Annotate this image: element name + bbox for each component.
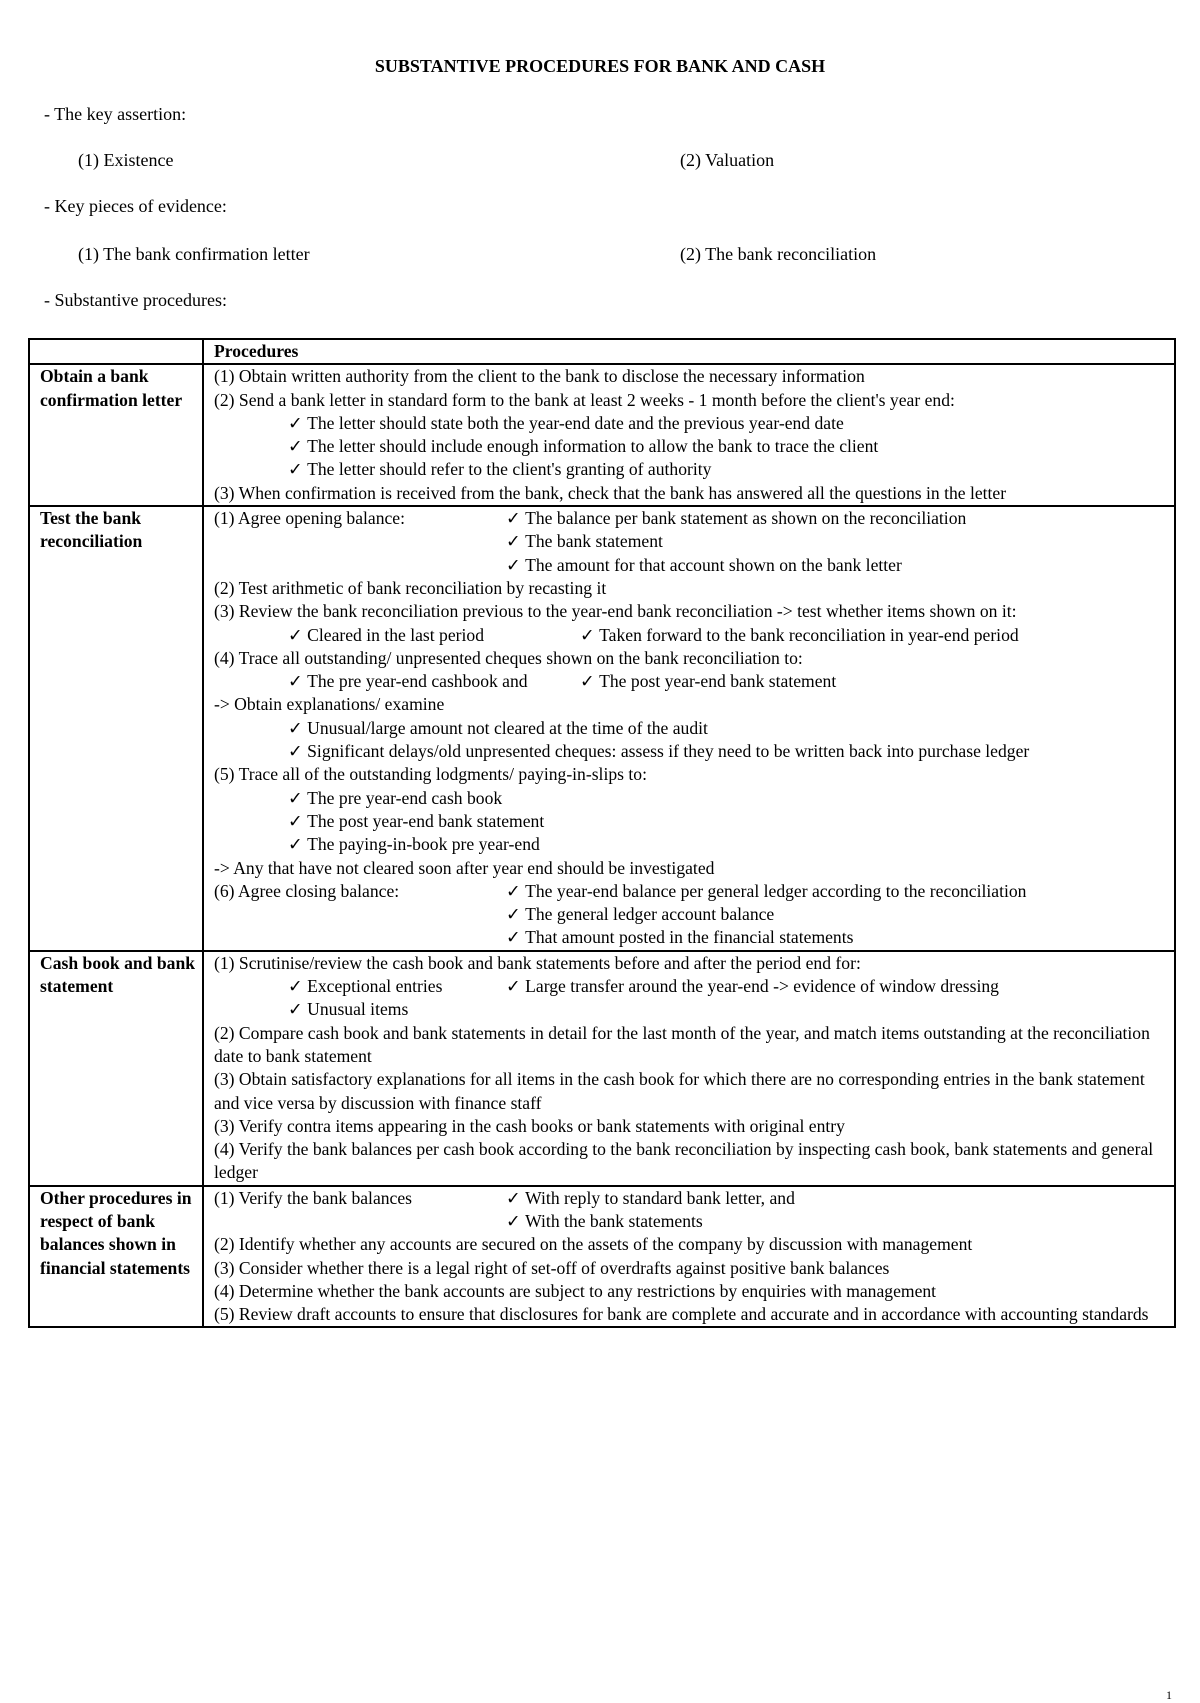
procedure-line: (6) Agree closing balance: [214, 880, 400, 901]
table-row [29, 951, 1175, 1186]
procedures-cell [203, 506, 1175, 951]
procedure-line: (1) Agree opening balance: [214, 508, 406, 529]
assertion-item-valuation: (2) Valuation [680, 150, 775, 170]
section-name-cash-book: Cash book and bank statement [29, 951, 203, 1186]
procedure-line: (1) Obtain written authority from the client to the bank to disclose the necessary information [214, 366, 865, 387]
check-item: ✓ Significant delays/old unpresented cheques: assess if they need to be written back into purchase ledger [288, 741, 1029, 761]
check-item: ✓ Exceptional entries [288, 976, 442, 996]
check-item: ✓ The letter should state both the year-end date and the previous year-end date [288, 413, 844, 433]
procedures-table [28, 338, 1176, 1328]
check-item: ✓ The year-end balance per general ledger according to the reconciliation [506, 880, 1026, 903]
procedure-line: (3) Consider whether there is a legal right of set-off of overdrafts against positive bank balances [214, 1257, 890, 1278]
check-item: ✓ The paying-in-book pre year-end [288, 834, 540, 854]
header-empty-cell [29, 339, 203, 364]
procedure-line: -> Obtain explanations/ examine [214, 694, 445, 715]
check-item: ✓ That amount posted in the financial statements [506, 926, 853, 949]
procedure-line: (4) Determine whether the bank accounts are subject to any restrictions by enquiries with management [214, 1280, 937, 1301]
check-item: ✓ The bank statement [506, 530, 663, 553]
check-item: ✓ With the bank statements [506, 1210, 703, 1233]
check-item: ✓ The pre year-end cashbook and [288, 671, 528, 691]
section-name-bank-reconciliation: Test the bank reconciliation [29, 506, 203, 951]
assertion-item-existence: (1) Existence [78, 150, 174, 170]
check-item: ✓ Taken forward to the bank reconciliation in year-end period [580, 624, 1019, 647]
table-header-row [29, 339, 1175, 364]
check-item: ✓ The general ledger account balance [506, 903, 774, 926]
check-item: ✓ The balance per bank statement as shown on the reconciliation [506, 507, 966, 530]
evidence-item-confirmation: (1) The bank confirmation letter [78, 244, 310, 264]
procedures-cell [203, 1186, 1175, 1328]
procedures-cell [203, 951, 1175, 1186]
procedure-line: (3) Obtain satisfactory explanations for all items in the cash book for which there are no corresponding entries in the bank statement and vice versa by discussion with finance staff [214, 1069, 1145, 1113]
procedure-line: (1) Verify the bank balances [214, 1187, 413, 1208]
page-title: SUBSTANTIVE PROCEDURES FOR BANK AND CASH [374, 56, 826, 76]
procedure-line: (1) Scrutinise/review the cash book and bank statements before and after the period end for: [214, 952, 861, 973]
procedure-line: (5) Trace all of the outstanding lodgments/ paying-in-slips to: [214, 764, 647, 785]
substantive-procedures-label: - Substantive procedures: [44, 290, 227, 310]
check-item: ✓ The letter should include enough information to allow the bank to trace the client [288, 436, 878, 456]
check-item: ✓ The amount for that account shown on the bank letter [506, 554, 902, 577]
check-item: ✓ With reply to standard bank letter, and [506, 1187, 795, 1210]
procedure-line: (2) Identify whether any accounts are secured on the assets of the company by discussion with management [214, 1234, 973, 1255]
check-item: ✓ Unusual items [288, 999, 408, 1019]
procedure-line: (2) Send a bank letter in standard form to the bank at least 2 weeks - 1 month before the client's year end: [214, 389, 955, 410]
check-item: ✓ Cleared in the last period [288, 625, 484, 645]
check-item: ✓ Large transfer around the year-end -> evidence of window dressing [506, 975, 999, 998]
section-name-confirmation-letter: Obtain a bank confirmation letter [29, 364, 203, 506]
check-item: ✓ The post year-end bank statement [288, 811, 544, 831]
check-item: ✓ The letter should refer to the client's granting of authority [288, 459, 711, 479]
page-number: 1 [1166, 1688, 1172, 1702]
key-evidence-label: - Key pieces of evidence: [44, 196, 227, 216]
procedure-line: (3) Verify contra items appearing in the cash books or bank statements with original entry [214, 1115, 845, 1136]
check-item: ✓ The post year-end bank statement [580, 670, 836, 693]
procedures-cell [203, 364, 1175, 506]
key-assertion-label: - The key assertion: [44, 104, 187, 124]
procedure-line: (2) Test arithmetic of bank reconciliation by recasting it [214, 577, 607, 598]
section-name-other-procedures: Other procedures in respect of bank balances shown in financial statements [29, 1186, 203, 1328]
procedure-line: (4) Trace all outstanding/ unpresented cheques shown on the bank reconciliation to: [214, 647, 803, 668]
procedures-header: Procedures [203, 339, 1175, 364]
procedure-line: (3) Review the bank reconciliation previous to the year-end bank reconciliation -> test whether items shown on it: [214, 601, 1017, 622]
table-row [29, 506, 1175, 951]
table-row [29, 1186, 1175, 1328]
procedure-line: (3) When confirmation is received from the bank, check that the bank has answered all the questions in the letter [214, 482, 1007, 503]
procedure-line: (5) Review draft accounts to ensure that disclosures for bank are complete and accurate and in accordance with accounting standards [214, 1304, 1149, 1325]
check-item: ✓ Unusual/large amount not cleared at the time of the audit [288, 718, 708, 738]
table-row [29, 364, 1175, 506]
evidence-item-reconciliation: (2) The bank reconciliation [680, 244, 877, 264]
procedure-line: -> Any that have not cleared soon after year end should be investigated [214, 857, 715, 878]
procedure-line: (2) Compare cash book and bank statements in detail for the last month of the year, and match items outstanding at the reconciliation date to bank statement [214, 1022, 1150, 1066]
procedure-line: (4) Verify the bank balances per cash book according to the bank reconciliation by inspecting cash book, bank statements and general ledger [214, 1139, 1154, 1183]
check-item: ✓ The pre year-end cash book [288, 788, 502, 808]
